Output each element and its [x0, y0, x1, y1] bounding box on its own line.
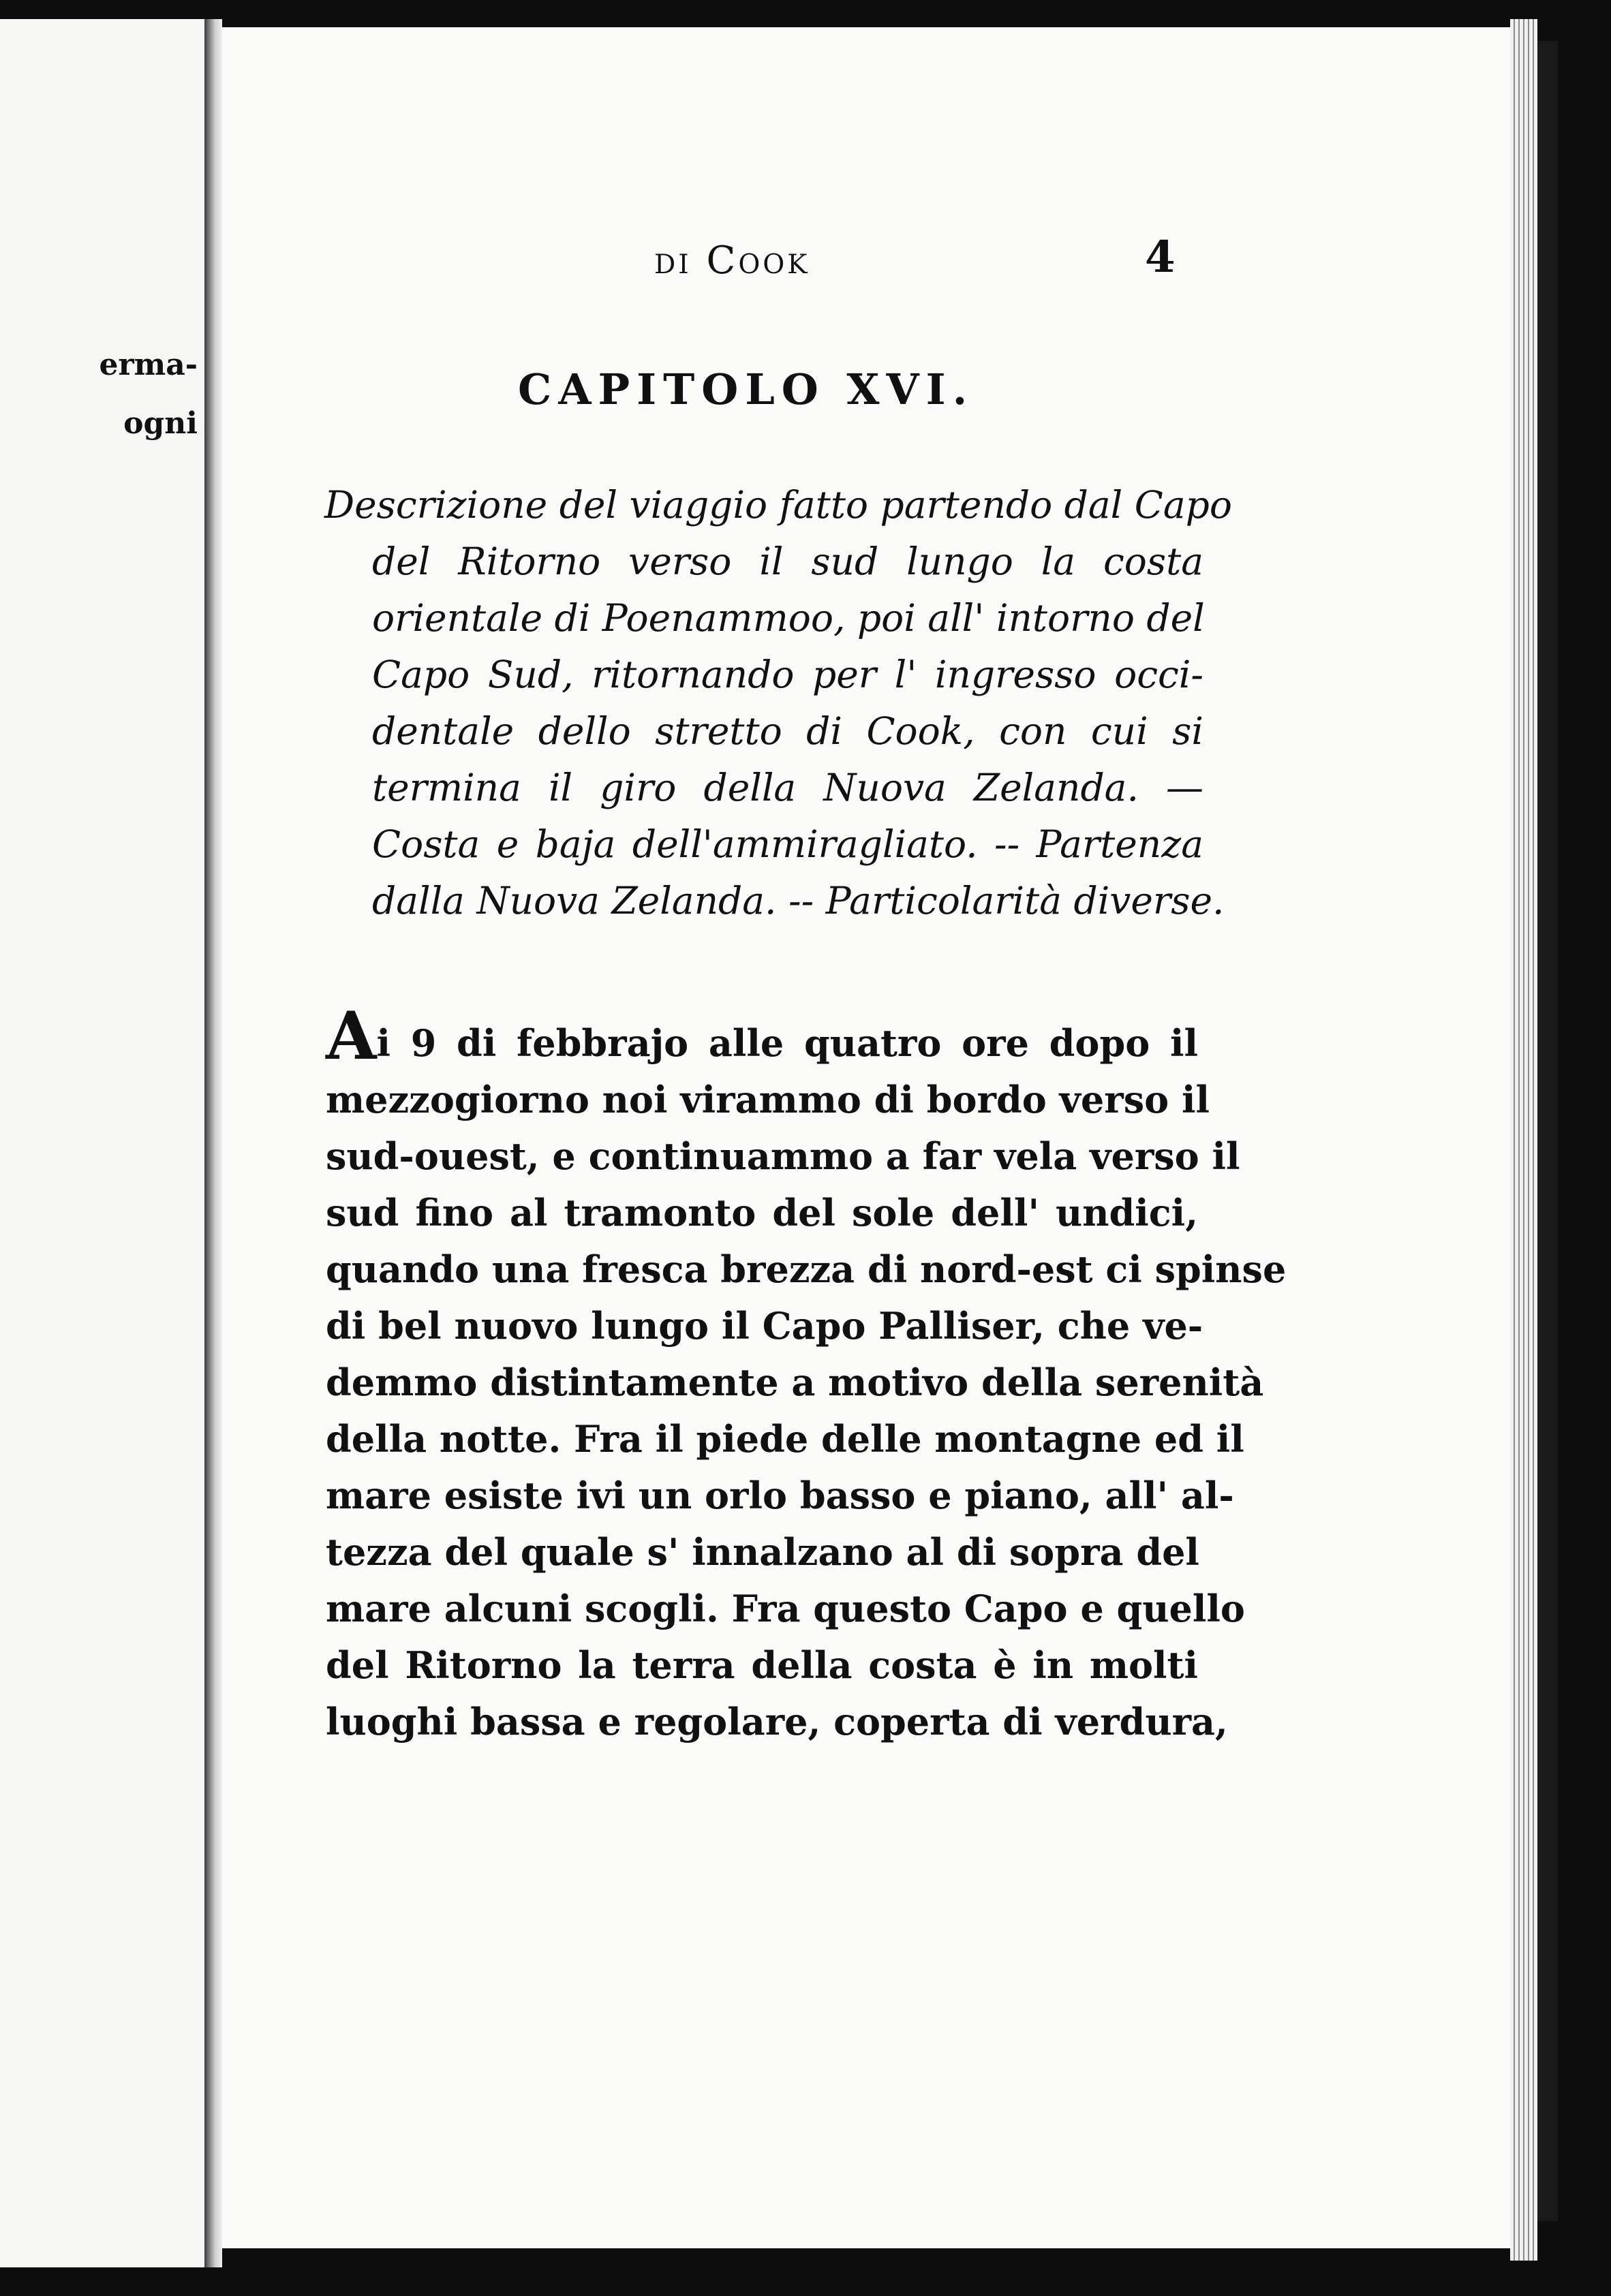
body-text	[326, 997, 1287, 1750]
summary-line: dalla Nuova Zelanda. -- Particolarità diverse.	[372, 879, 1225, 922]
body-line: tezza del quale s' innalzano al di sopra del	[326, 1530, 1199, 1574]
summary-line: Costa e baja dell'ammiragliato. -- Partenza	[372, 822, 1203, 866]
body-line: sud-ouest, e continuammo a far vela verso il	[326, 1134, 1240, 1178]
body-line: del Ritorno la terra della costa è in molti	[326, 1643, 1198, 1687]
book-gutter	[204, 19, 222, 2267]
body-line: mare alcuni scogli. Fra questo Capo e quello	[326, 1587, 1245, 1630]
book-cover-edge	[1537, 41, 1558, 2221]
body-line: della notte. Fra il piede delle montagne ed il	[326, 1417, 1244, 1461]
summary-line: orientale di Poenammoo, poi all' intorno del	[372, 596, 1205, 640]
body-line: di bel nuovo lungo il Capo Palliser, che ve-	[326, 1304, 1203, 1348]
summary-line: dentale dello stretto di Cook, con cui si	[372, 709, 1203, 753]
body-line: i 9 di febbrajo alle quatro ore dopo il	[376, 1021, 1198, 1065]
summary-line: termina il giro della Nuova Zelanda. —	[372, 766, 1203, 809]
body-line: sud fino al tramonto del sole dell' undici,	[326, 1191, 1198, 1235]
summary-line: del Ritorno verso il sud lungo la costa	[372, 540, 1203, 583]
summary-line: Capo Sud, ritornando per l' ingresso occi-	[372, 653, 1203, 696]
page-number: 4	[1145, 232, 1176, 283]
body-line: quando una fresca brezza di nord-est ci spinse	[326, 1247, 1287, 1291]
body-line: mezzogiorno noi virammo di bordo verso il	[326, 1078, 1210, 1121]
body-line: mare esiste ivi un orlo basso e piano, all' al-	[326, 1474, 1234, 1517]
previous-page-fragment: erma-	[99, 347, 198, 382]
previous-page-fragment: ogni	[123, 406, 198, 441]
page-edges	[1510, 19, 1537, 2261]
body-line: demmo distintamente a motivo della serenità	[326, 1361, 1264, 1404]
body-line: luoghi bassa e regolare, coperta di verdura,	[326, 1700, 1228, 1743]
previous-page	[0, 19, 207, 2267]
summary-line: Descrizione del viaggio fatto partendo dal Capo	[324, 483, 1232, 527]
body-line-first	[326, 997, 1198, 1074]
running-head: di Cook	[654, 238, 810, 283]
chapter-summary	[324, 477, 1232, 929]
chapter-title: CAPITOLO XVI.	[518, 364, 975, 414]
drop-cap: A	[326, 997, 377, 1074]
